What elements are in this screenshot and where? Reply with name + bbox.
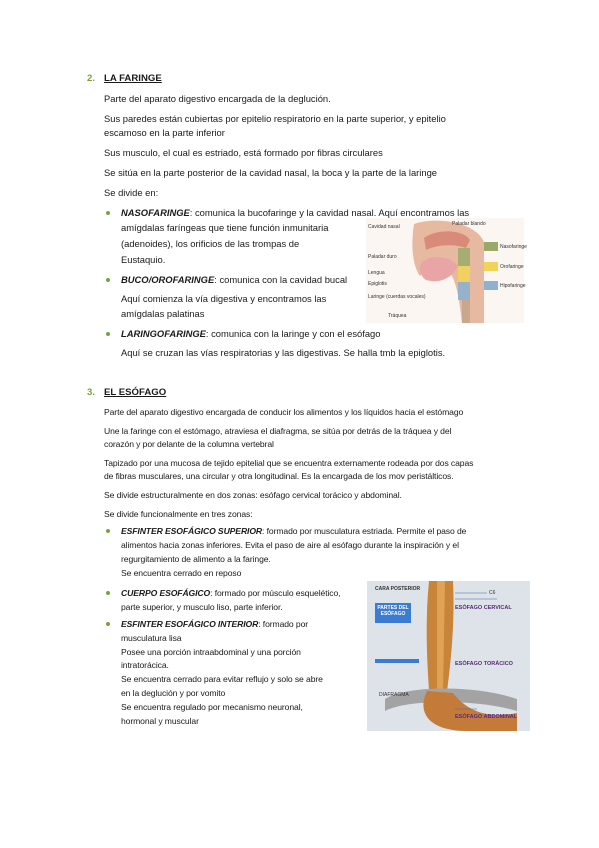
list-item: [121, 587, 340, 599]
bullet-icon: [106, 591, 110, 595]
legend-label: Hipofaringe: [500, 283, 526, 289]
list-item-line: hormonal y muscular: [121, 716, 199, 726]
bullet-icon: [106, 332, 110, 336]
legend-swatch: [484, 262, 498, 271]
item-text: : formado por: [258, 619, 309, 629]
term: BUCO/OROFARINGE: [121, 274, 215, 285]
legend-label: Orofaringe: [500, 264, 524, 270]
list-item-line: Aquí se cruzan las vías respiratorias y las digestivas. Se halla tmb la epiglotis.: [121, 347, 446, 358]
section-title: EL ESÓFAGO: [104, 387, 167, 398]
paragraph: Sus paredes están cubiertas por epitelio respiratorio en la parte superior, y epitelio: [104, 113, 446, 124]
list-item-line: regurgitamiento de alimento a la faringe.: [121, 554, 271, 564]
paragraph: escamoso en la parte inferior: [104, 127, 225, 138]
item-text: : comunica la bucofaringe y la cavidad nasal. Aquí encontramos las: [189, 207, 470, 218]
list-item-line: (adenoides), los orificios de las trompas de: [121, 238, 300, 249]
list-item-line: en la deglución y por vomito: [121, 688, 226, 698]
list-item-line: amígdalas palatinas: [121, 308, 205, 319]
figure-label: C6: [489, 590, 496, 596]
item-text: : formado por musculatura estriada. Permite el paso de: [262, 526, 467, 536]
figure-label: ESÓFAGO TORÁCICO: [455, 661, 513, 667]
list-item-line: Se encuentra cerrado en reposo: [121, 568, 242, 578]
term: CUERPO ESOFÁGICO: [121, 588, 211, 598]
term: LARINGOFARINGE: [121, 328, 206, 339]
list-item: [121, 328, 381, 340]
list-item: [121, 525, 466, 537]
list-item-line: parte superior, y musculo liso, parte inferior.: [121, 602, 283, 612]
legend-swatch: [484, 281, 498, 290]
pharynx-illustration: [366, 218, 524, 323]
paragraph: Se sitúa en la parte posterior de la cavidad nasal, la boca y la parte de la laringe: [104, 167, 438, 178]
list-item-line: Posee una porción intraabdominal y una porción: [121, 647, 301, 657]
list-item-line: Eustaquio.: [121, 254, 166, 265]
term: ESFINTER ESOFÁGICO SUPERIOR: [121, 526, 263, 536]
figure-label: Paladar blando: [452, 221, 486, 227]
list-item-line: Se encuentra regulado por mecanismo neuronal,: [121, 702, 303, 712]
list-item-line: intratorácica.: [121, 660, 169, 670]
paragraph: de fibras musculares, una circular y otra longitudinal. Es la encargada de los mov peristálticos.: [104, 471, 454, 481]
paragraph: Une la faringe con el estómago, atraviesa el diafragma, se sitúa por detrás de la tráquea y del: [104, 426, 452, 436]
list-item-line: Aquí comienza la vía digestiva y encontramos las: [121, 293, 327, 304]
esophagus-illustration: [367, 581, 530, 731]
list-item-line: amígdalas faríngeas que tiene función inmunitaria: [121, 222, 329, 233]
section-number: 2.: [87, 73, 96, 84]
esophagus-figure: [367, 581, 530, 731]
list-item: [121, 618, 308, 630]
figure-label: ESÓFAGO CERVICAL: [455, 605, 512, 611]
paragraph: corazón y por delante de la columna vertebral: [104, 439, 274, 449]
bullet-icon: [106, 211, 110, 215]
paragraph: Se divide estructuralmente en dos zonas: esófago cervical torácico y abdominal.: [104, 490, 402, 500]
list-item: [121, 274, 347, 286]
figure-label: Paladar duro: [368, 254, 397, 260]
section-number: 3.: [87, 387, 96, 398]
figure-label: Epiglotis: [368, 281, 387, 287]
figure-label: Laringe (cuerdas vocales): [368, 294, 426, 300]
pharynx-figure: [366, 218, 527, 323]
term: ESFINTER ESOFÁGICO INTERIOR: [121, 619, 259, 629]
section-title: LA FARINGE: [104, 73, 162, 84]
figure-label: ESÓFAGO ABDOMINAL: [455, 714, 518, 720]
figure-header: CARA POSTERIOR: [375, 586, 421, 592]
paragraph: Sus musculo, el cual es estriado, está formado por fibras circulares: [104, 147, 383, 158]
paragraph: Tapizado por una mucosa de tejido epitelial que se encuentra externamente rodeada por dos capas: [104, 458, 474, 468]
bullet-icon: [106, 278, 110, 282]
paragraph: Se divide en:: [104, 187, 159, 198]
legend-swatch: [484, 242, 498, 251]
item-text: : comunica con la cavidad bucal: [214, 274, 348, 285]
item-text: : formado por músculo esquelético,: [210, 588, 341, 598]
bullet-icon: [106, 529, 110, 533]
paragraph: Parte del aparato digestivo encargada de la deglución.: [104, 93, 331, 104]
figure-label: Lengua: [368, 270, 385, 276]
figure-label: Cavidad nasal: [368, 224, 400, 230]
paragraph: Parte del aparato digestivo encargada de conducir los alimentos y los líquidos hacia el estómago: [104, 407, 464, 417]
term: NASOFARINGE: [121, 207, 190, 218]
list-item-line: alimentos hacia zonas inferiores. Evita el paso de aire al esófago durante la inspiración y el: [121, 540, 459, 550]
list-item-line: Se encuentra cerrado para evitar reflujo y solo se abre: [121, 674, 323, 684]
figure-box-label: PARTES DEL ESÓFAGO: [377, 605, 409, 617]
legend-label: Nasofaringe: [500, 244, 527, 250]
list-item-line: musculatura lisa: [121, 633, 182, 643]
paragraph: Se divide funcionalmente en tres zonas:: [104, 509, 253, 519]
item-text: : comunica con la laringe y con el esófago: [205, 328, 381, 339]
figure-label: Tráquea: [388, 313, 407, 319]
bullet-icon: [106, 622, 110, 626]
figure-label: DIAFRAGMA: [379, 692, 409, 698]
